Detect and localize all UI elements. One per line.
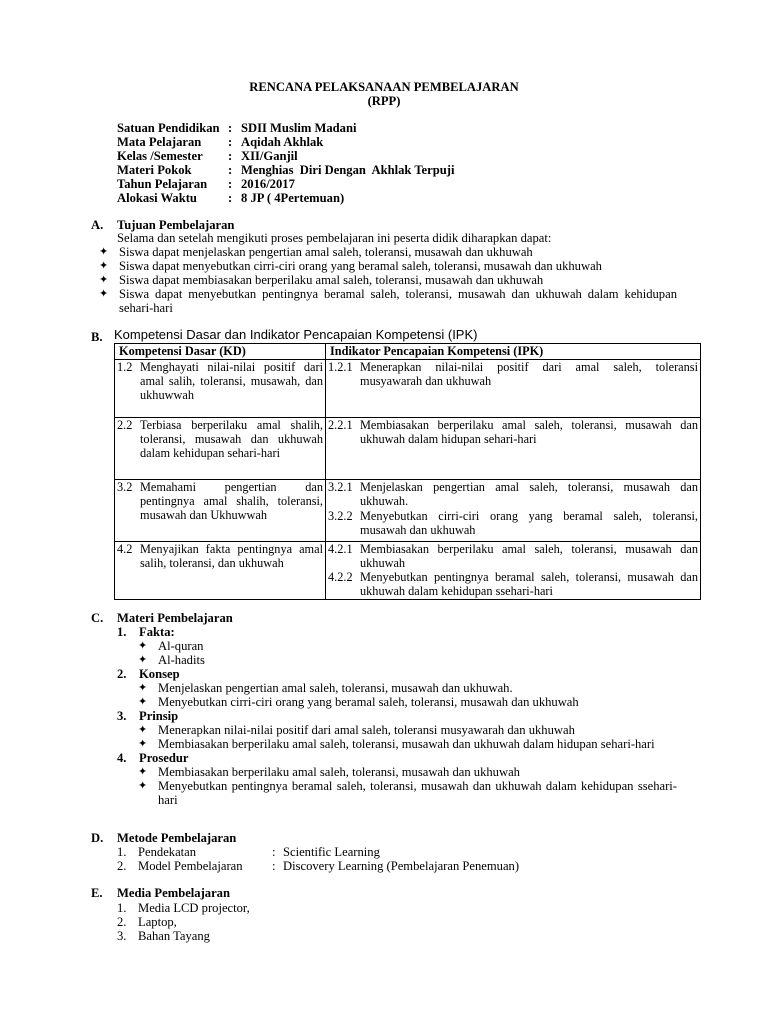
column-header-kd: Kompetensi Dasar (KD) xyxy=(115,344,326,360)
kd-cell: 2.2 Terbiasa berperilaku amal shalih, toleransi, musawah dan ukhuwah dalam kehidupan sehari-hari xyxy=(115,418,326,480)
star-bullet-icon: ✦ xyxy=(138,766,148,778)
identity-sep: : xyxy=(228,149,233,163)
ipk-cell: 4.2.1 Membiasakan berperilaku amal saleh, toleransi, musawah dan ukhuwah 4.2.2 Menyebutkan pentingnya beramal saleh, toleransi, musawah dan ukhuwah dalam kehidupan ssehari-hari xyxy=(326,542,701,600)
identity-label: Kelas /Semester xyxy=(117,149,203,163)
document-title xyxy=(0,80,768,108)
metode-value: Discovery Learning (Pembelajaran Penemuan) xyxy=(283,859,520,873)
metode-value: Scientific Learning xyxy=(283,845,380,859)
section-c-heading: Materi Pembelajaran xyxy=(117,611,233,625)
identity-value: XII/Ganjil xyxy=(241,149,298,163)
section-b-heading: Kompetensi Dasar dan Indikator Pencapaian Kompetensi (IPK) xyxy=(114,327,478,342)
metode-label: Pendekatan xyxy=(138,845,197,859)
star-bullet-icon: ✦ xyxy=(138,738,148,750)
section-e-heading: Media Pembelajaran xyxy=(117,886,230,900)
star-bullet-icon: ✦ xyxy=(138,682,148,694)
kd-cell: 1.2 Menghayati nilai-nilai positif dari amal salih, toleransi, musawah, dan ukhuwwah xyxy=(115,360,326,418)
section-b-letter: B. xyxy=(91,330,103,344)
column-header-ipk: Indikator Pencapaian Kompetensi (IPK) xyxy=(326,344,701,360)
table-row xyxy=(115,542,701,600)
list-item: ✦ Al-hadits xyxy=(138,653,205,667)
star-bullet-icon: ✦ xyxy=(99,288,109,300)
materi-group-heading: 3. Prinsip xyxy=(117,709,179,723)
identity-sep: : xyxy=(228,135,233,149)
media-item: Laptop, xyxy=(138,915,177,929)
list-item: ✦ Menjelaskan pengertian amal saleh, toleransi, musawah dan ukhuwah. xyxy=(138,681,513,695)
section-c-letter: C. xyxy=(91,611,104,625)
list-item: ✦ Al-quran xyxy=(138,639,204,653)
identity-value: Aqidah Akhlak xyxy=(241,135,324,149)
identity-value: 2016/2017 xyxy=(241,177,295,191)
list-item: ✦ Menyebutkan pentingnya beramal saleh, toleransi, musawah dan ukhuwah dalam kehidupan ssehari-hari xyxy=(138,779,677,807)
table-header-row xyxy=(115,344,701,360)
title-line-1: RENCANA PELAKSANAAN PEMBELAJARAN xyxy=(249,80,519,94)
section-c-body xyxy=(117,625,677,807)
star-bullet-icon: ✦ xyxy=(99,274,109,286)
ipk-cell: 3.2.1 Menjelaskan pengertian amal saleh, toleransi, musawah dan ukhuwah. 3.2.2 Menyebutkan cirri-ciri orang yang beramal saleh, toleransi, musawah dan ukhuwah xyxy=(326,480,701,542)
list-item: ✦ Menerapkan nilai-nilai positif dari amal saleh, toleransi musyawarah dan ukhuwah xyxy=(138,723,575,737)
star-bullet-icon: ✦ xyxy=(99,260,109,272)
kd-ipk-table xyxy=(114,343,701,600)
list-item: ✦ Siswa dapat menyebutkan pentingnya beramal saleh, toleransi, musawah dan ukhuwah dalam kehidupan sehari-hari xyxy=(99,287,677,315)
media-item: Bahan Tayang xyxy=(138,929,210,943)
section-a-list xyxy=(99,245,677,315)
identity-label: Satuan Pendidikan xyxy=(117,121,220,135)
star-bullet-icon: ✦ xyxy=(138,780,148,792)
kd-cell: 4.2 Menyajikan fakta pentingnya amal salih, toleransi, dan ukhuwah xyxy=(115,542,326,600)
metode-label: Model Pembelajaran xyxy=(138,859,243,873)
identity-value: Menghias Diri Dengan Akhlak Terpuji xyxy=(241,163,455,177)
identity-label: Alokasi Waktu xyxy=(117,191,197,205)
list-item: ✦ Siswa dapat membiasakan berperilaku amal saleh, toleransi, musawah dan ukhuwah xyxy=(99,273,544,287)
table-row xyxy=(115,360,701,418)
media-item: Media LCD projector, xyxy=(138,901,250,915)
identity-value: SDII Muslim Madani xyxy=(241,121,357,135)
media-num: 3. xyxy=(117,929,127,943)
table-row xyxy=(115,418,701,480)
identity-sep: : xyxy=(228,121,233,135)
kd-cell: 3.2 Memahami pengertian dan pentingnya amal shalih, toleransi, musawah dan Ukhuwwah xyxy=(115,480,326,542)
ipk-cell: 1.2.1 Menerapkan nilai-nilai positif dari amal saleh, toleransi musyawarah dan ukhuwah xyxy=(326,360,701,418)
star-bullet-icon: ✦ xyxy=(138,696,148,708)
materi-group-heading: 2. Konsep xyxy=(117,667,180,681)
section-e-letter: E. xyxy=(91,886,103,900)
ipk-cell: 2.2.1 Membiasakan berperilaku amal saleh, toleransi, musawah dan ukhuwah dalam hidupan sehari-hari xyxy=(326,418,701,480)
star-bullet-icon: ✦ xyxy=(138,724,148,736)
media-num: 1. xyxy=(117,901,127,915)
identity-label: Materi Pokok xyxy=(117,163,192,177)
metode-num: 1. xyxy=(117,845,127,859)
list-item: ✦ Membiasakan berperilaku amal saleh, toleransi, musawah dan ukhuwah xyxy=(138,765,520,779)
section-a-letter: A. xyxy=(91,218,104,232)
materi-group-heading: 1. Fakta: xyxy=(117,625,175,639)
table-row xyxy=(115,480,701,542)
section-a-heading: Tujuan Pembelajaran xyxy=(117,218,235,232)
identity-sep: : xyxy=(228,177,233,191)
media-num: 2. xyxy=(117,915,127,929)
metode-num: 2. xyxy=(117,859,127,873)
star-bullet-icon: ✦ xyxy=(138,654,148,666)
identity-sep: : xyxy=(228,163,233,177)
list-item: ✦ Menyebutkan cirri-ciri orang yang beramal saleh, toleransi, musawah dan ukhuwah xyxy=(138,695,579,709)
list-item: ✦ Membiasakan berperilaku amal saleh, toleransi, musawah dan ukhuwah dalam hidupan sehari-hari xyxy=(138,737,655,751)
list-item: ✦ Siswa dapat menyebutkan cirri-ciri orang yang beramal saleh, toleransi, musawah dan ukhuwah xyxy=(99,259,602,273)
section-d-heading: Metode Pembelajaran xyxy=(117,831,237,845)
identity-label: Mata Pelajaran xyxy=(117,135,202,149)
identity-sep: : xyxy=(228,191,233,205)
title-line-2: (RPP) xyxy=(367,94,401,108)
metode-sep: : xyxy=(272,859,276,873)
section-d-letter: D. xyxy=(91,831,104,845)
identity-value: 8 JP ( 4Pertemuan) xyxy=(241,191,345,205)
metode-sep: : xyxy=(272,845,276,859)
star-bullet-icon: ✦ xyxy=(99,246,109,258)
identity-label: Tahun Pelajaran xyxy=(117,177,208,191)
list-item: ✦ Siswa dapat menjelaskan pengertian amal saleh, toleransi, musawah dan ukhuwah xyxy=(99,245,533,259)
materi-group-heading: 4. Prosedur xyxy=(117,751,189,765)
star-bullet-icon: ✦ xyxy=(138,640,148,652)
section-a-intro: Selama dan setelah mengikuti proses pembelajaran ini peserta didik diharapkan dapat: xyxy=(117,231,552,245)
